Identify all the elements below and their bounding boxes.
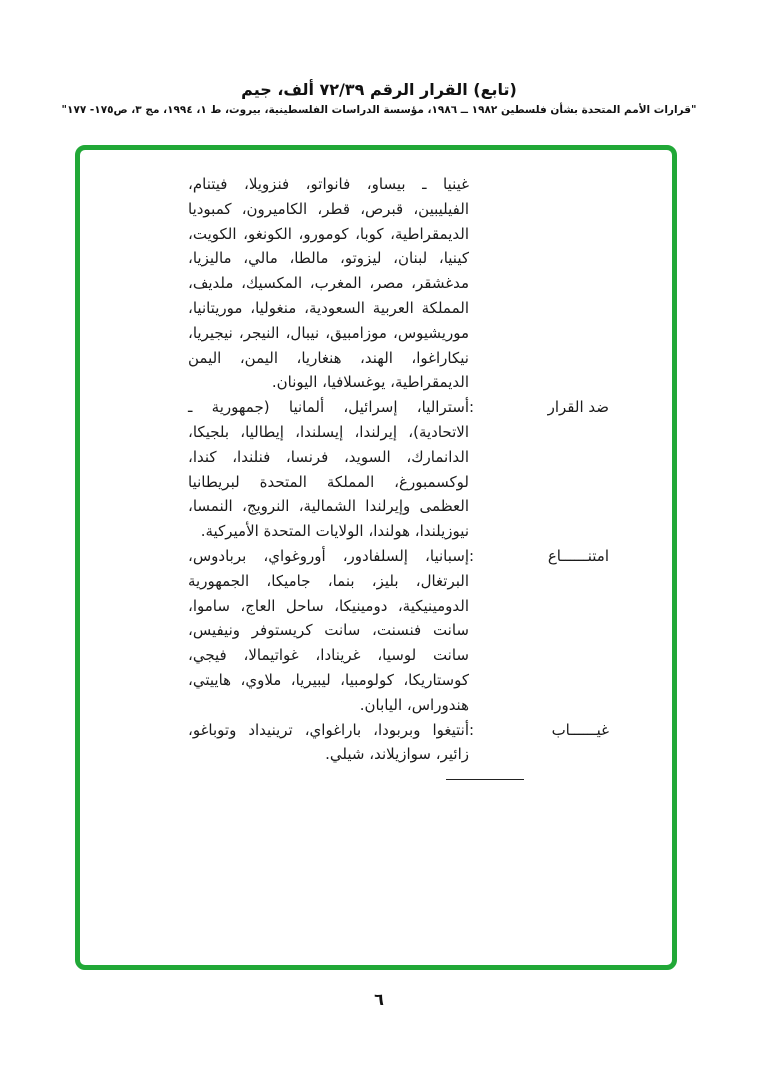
vote-label-colon: : — [469, 546, 475, 565]
vote-section-label — [469, 718, 609, 743]
vote-section-abstain — [188, 544, 609, 718]
vote-countries-abstain: إسبانيا، إلسلفادور، أوروغواي، بربادوس، البرتغال، بليز، بنما، جاميكا، الجمهورية الدومينيكية، دومينيكا، ساحل العاج، ساموا، سانت فنسنت، سانت كريستوفر ونيفيس، سانت لوسيا، غرينادا، غواتيمالا، فيجي، كوستاريكا، كولومبيا، ليبيريا، ملاوي، هاييتي، هندوراس، اليابان. — [188, 546, 469, 714]
resolution-title: (تابع) القرار الرقم ٧٢/٣٩ ألف، جيم — [241, 80, 517, 99]
vote-label-colon: : — [469, 398, 475, 417]
section-end-rule — [446, 779, 524, 780]
vote-section-absent — [188, 718, 609, 768]
vote-section-continued — [188, 172, 609, 395]
vote-section-against — [188, 395, 609, 544]
vote-label-word: غيــــــاب — [551, 720, 609, 739]
vote-countries-against: أستراليا، إسرائيل، ألمانيا (جمهورية ـ الاتحادية)، إيرلندا، إيسلندا، إيطاليا، بلجيكا، الدانمارك، السويد، فرنسا، فنلندا، كندا، لوكسمبورغ، المملكة المتحدة لبريطانيا العظمى وإيرلندا الشمالية، النرويج، النمسا، نيوزيلندا، هولندا، الولايات المتحدة الأميركية. — [188, 398, 469, 541]
vote-label-colon: : — [469, 720, 475, 739]
vote-countries-absent: أنتيغوا وبربودا، باراغواي، ترينيداد وتوباغو، زائير، سوازيلاند، شيلي. — [188, 720, 469, 764]
vote-countries-continued: غينيا ـ بيساو، فانواتو، فنزويلا، فيتنام، الفيليبين، قبرص، قطر، الكاميرون، كمبوديا الديمقراطية، كوبا، كومورو، الكونغو، الكويت، كينيا، لبنان، ليزوتو، مالطا، مالي، ماليزيا، مدغشقر، مصر، المغرب، المكسيك، ملديف، المملكة العربية السعودية، منغوليا، موريتانيا، موريشيوس، موزامبيق، نيبال، النيجر، نيجيريا، نيكاراغوا، الهند، هنغاريا، اليمن، اليمن الديمقراطية، يوغسلافيا، اليونان. — [188, 175, 469, 392]
source-citation: "قرارات الأمم المتحدة بشأن فلسطين ١٩٨٢ ــ ١٩٨٦، مؤسسة الدراسات الفلسطينية، بيروت، ط ١، ١٩٩٤، مج ٣، ص١٧٥- ١٧٧" — [61, 104, 697, 116]
vote-label-word: ضد القرار — [547, 398, 609, 417]
vote-section-label — [469, 395, 609, 420]
vote-section-label — [469, 544, 609, 569]
page-number: ٦ — [374, 990, 384, 1009]
vote-list-body — [188, 172, 609, 780]
vote-label-word: امتنــــــاع — [547, 546, 609, 565]
page-header — [0, 80, 758, 116]
